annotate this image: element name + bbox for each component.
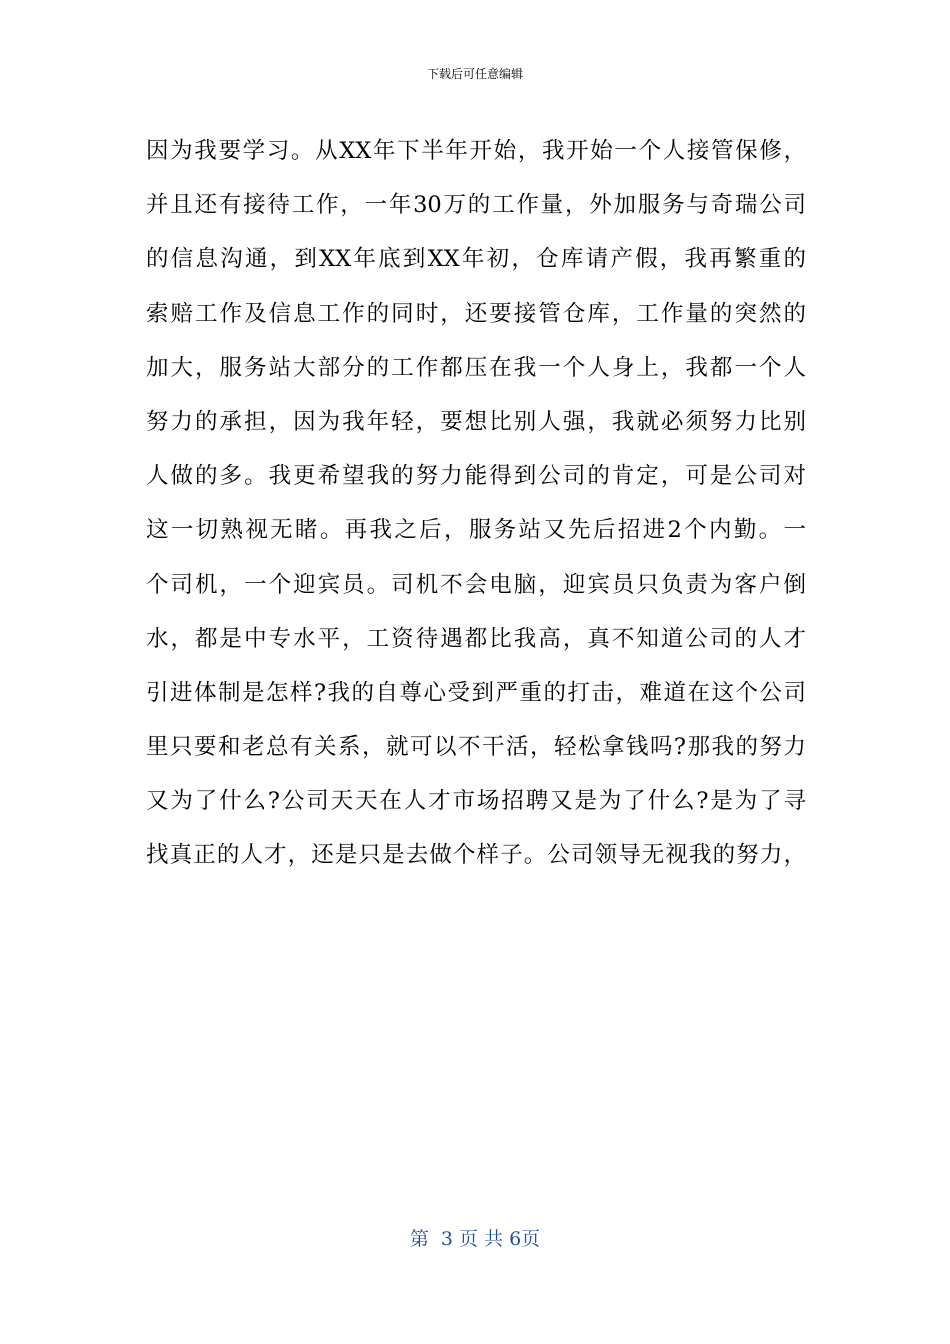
text-line: 因为我要学习。从XX年下半年开始，我开始一个人接管保修，	[146, 138, 806, 164]
text-line: 找真正的人才，还是只是去做个样子。公司领导无视我的努力，	[146, 842, 806, 869]
text-line: 个司机，一个迎宾员。司机不会电脑，迎宾员只负责为客户倒	[146, 571, 806, 598]
text-line: 水，都是中专水平，工资待遇都比我高，真不知道公司的人才	[146, 625, 806, 652]
text-line: 引进体制是怎样?我的自尊心受到严重的打击，难道在这个公司	[146, 679, 806, 706]
text-line: 里只要和老总有关系，就可以不干活，轻松拿钱吗?那我的努力	[146, 734, 806, 761]
page-number-footer: 第 3 页 共 6页	[409, 1228, 541, 1250]
text-line: 又为了什么?公司天天在人才市场招聘又是为了什么?是为了寻	[146, 788, 806, 815]
text-line: 索赔工作及信息工作的同时，还要接管仓库，工作量的突然的	[146, 300, 806, 327]
text-line: 人做的多。我更希望我的努力能得到公司的肯定，可是公司对	[146, 463, 806, 490]
text-line: 努力的承担，因为我年轻，要想比别人强，我就必须努力比别	[146, 408, 806, 435]
text-line: 的信息沟通，到XX年底到XX年初，仓库请产假，我再繁重的	[146, 246, 806, 273]
text-line: 这一切熟视无睹。再我之后，服务站又先后招进2个内勤。一	[146, 517, 806, 544]
text-line: 加大，服务站大部分的工作都压在我一个人身上，我都一个人	[146, 354, 806, 381]
document-body	[146, 124, 806, 883]
text-line: 并且还有接待工作，一年30万的工作量，外加服务与奇瑞公司	[146, 192, 806, 219]
header-note: 下载后可任意编辑	[426, 67, 523, 81]
